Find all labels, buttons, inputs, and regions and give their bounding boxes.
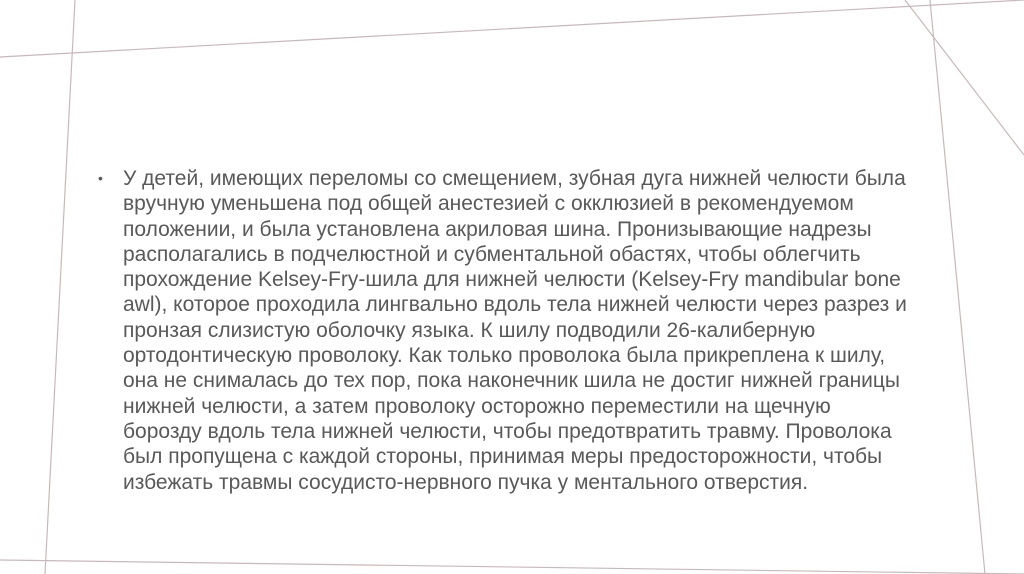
bullet-dot-icon: • bbox=[98, 170, 103, 186]
frame-line-right bbox=[930, 0, 985, 574]
frame-line-left bbox=[45, 0, 75, 574]
frame-line-right-upper bbox=[905, 0, 1024, 155]
bullet-item bbox=[98, 166, 928, 495]
bullet-text: У детей, имеющих переломы со смещением, зубная дуга нижней челюсти была вручную уменьшена под общей анестезией с окклюзией в рекомендуемом положении, и была установлена акриловая шина. Пронизывающие надрезы располагались в подчелюстной и субментальной обастях, чтобы облегчить прохождение Kelsey-Fry-шила для нижней челюсти (Kelsey-Fry mandibular bone awl), которое проходила лингвально вдоль тела нижней челюсти через разрез и пронзая слизистую оболочку языка. К шилу подводили 26-калиберную ортодонтическую проволоку. Как только проволока была прикреплена к шилу, она не снималась до тех пор, пока наконечник шила не достиг нижней границы нижней челюсти, а затем проволоку осторожно переместили на щечную борозду вдоль тела нижней челюсти, чтобы предотвратить травму. Проволока был пропущена с каждой стороны, принимая меры предосторожности, чтобы избежать травмы сосудисто-нервного пучка у ментального отверстия. bbox=[123, 167, 907, 494]
frame-line-bottom bbox=[0, 560, 1024, 574]
frame-line-top bbox=[0, 0, 1024, 57]
slide-body bbox=[98, 166, 928, 495]
